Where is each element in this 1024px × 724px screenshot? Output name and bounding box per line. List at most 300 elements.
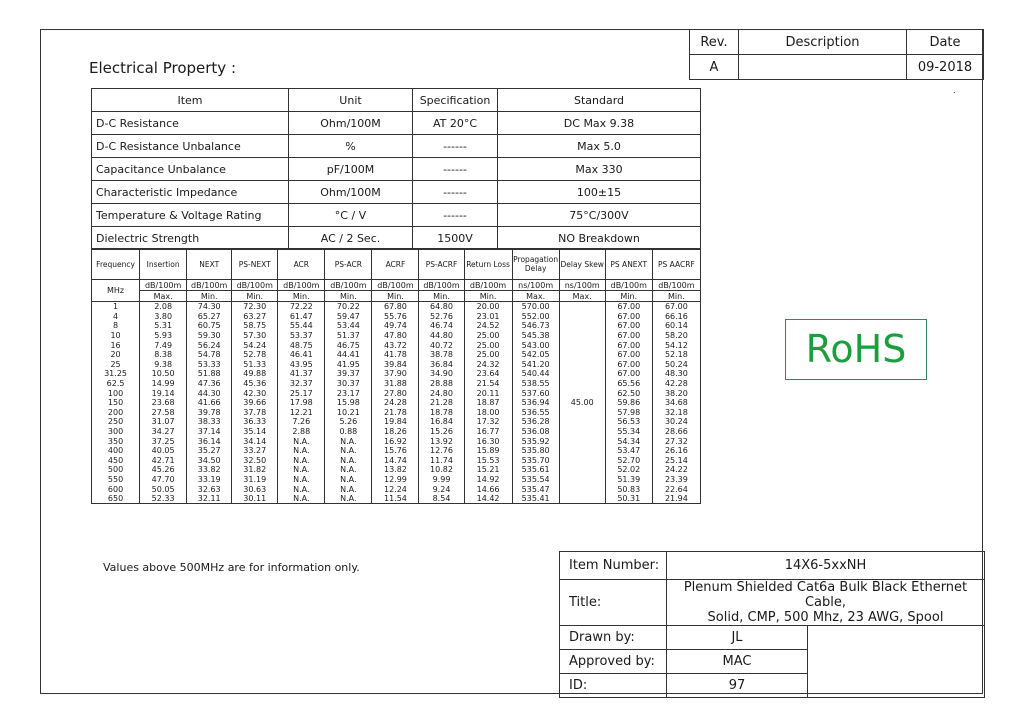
measurement-cell: 67.00 bbox=[605, 321, 652, 331]
rohs-logo: RoHS bbox=[785, 319, 927, 380]
measurement-cell: 7.26 bbox=[278, 417, 325, 427]
measurement-cell: 10 bbox=[92, 331, 140, 341]
property-value-cell: Ohm/100M bbox=[289, 181, 413, 204]
measurement-cell: 47.80 bbox=[372, 331, 419, 341]
measurement-cell: 51.39 bbox=[605, 475, 652, 485]
measurement-cell: 41.78 bbox=[372, 350, 419, 360]
measurement-cell: 27.80 bbox=[372, 388, 419, 398]
property-value-cell: 1500V bbox=[413, 227, 498, 250]
measurement-cell: N.A. bbox=[325, 475, 372, 485]
measurement-cell: 59.30 bbox=[187, 331, 232, 341]
measurement-cell: 67.00 bbox=[605, 360, 652, 370]
description-value bbox=[739, 55, 907, 80]
measurement-cell: 542.05 bbox=[512, 350, 559, 360]
measurement-cell: 34.90 bbox=[419, 369, 464, 379]
measurement-cell: N.A. bbox=[278, 456, 325, 466]
property-value-cell: DC Max 9.38 bbox=[498, 112, 701, 135]
measurement-cell: 30.11 bbox=[232, 494, 278, 504]
measurement-cell: 25.00 bbox=[464, 340, 512, 350]
property-value-cell: AC / 2 Sec. bbox=[289, 227, 413, 250]
property-item-cell: Characteristic Impedance bbox=[92, 181, 289, 204]
measurement-cell: 33.82 bbox=[187, 465, 232, 475]
measurement-cell: 41.37 bbox=[278, 369, 325, 379]
measurement-cell: 31.82 bbox=[232, 465, 278, 475]
measurement-cell: 67.00 bbox=[605, 350, 652, 360]
measurement-unit-cell: dB/100m bbox=[372, 280, 419, 291]
measurement-cell: 59.47 bbox=[325, 312, 372, 322]
measurement-cell: N.A. bbox=[278, 436, 325, 446]
measurement-cell: 19.84 bbox=[372, 417, 419, 427]
measurement-cell: 650 bbox=[92, 494, 140, 504]
measurement-cell: 541.20 bbox=[512, 360, 559, 370]
measurement-cell: 250 bbox=[92, 417, 140, 427]
measurement-unit-cell: dB/100m bbox=[419, 280, 464, 291]
measurement-row bbox=[92, 465, 701, 475]
measurement-cell: 15.76 bbox=[372, 446, 419, 456]
property-row bbox=[92, 227, 701, 250]
approved-by-value: MAC bbox=[667, 650, 808, 674]
measurement-row bbox=[92, 417, 701, 427]
measurement-cell: 33.27 bbox=[232, 446, 278, 456]
measurement-cell: 58.20 bbox=[652, 331, 700, 341]
measurement-cell: 66.16 bbox=[652, 312, 700, 322]
measurement-cell: 22.64 bbox=[652, 484, 700, 494]
measurement-cell: 16.30 bbox=[464, 436, 512, 446]
measurement-cell: 25.00 bbox=[464, 331, 512, 341]
measurement-row bbox=[92, 456, 701, 466]
measurement-header-cell: Propagation Delay bbox=[512, 249, 559, 280]
measurement-cell: 300 bbox=[92, 427, 140, 437]
measurement-row bbox=[92, 446, 701, 456]
measurement-cell: 42.28 bbox=[652, 379, 700, 389]
measurement-cell: 67.00 bbox=[605, 312, 652, 322]
measurement-cell: 59.86 bbox=[605, 398, 652, 408]
measurement-row bbox=[92, 302, 701, 312]
measurement-cell: 72.30 bbox=[232, 302, 278, 312]
measurement-cell: 44.41 bbox=[325, 350, 372, 360]
measurement-cell: 53.47 bbox=[605, 446, 652, 456]
measurement-cell: N.A. bbox=[325, 456, 372, 466]
measurement-row bbox=[92, 340, 701, 350]
measurement-cell: 57.98 bbox=[605, 408, 652, 418]
property-header-cell: Item bbox=[92, 89, 289, 112]
property-header-cell: Specification bbox=[413, 89, 498, 112]
delay-skew-value: 45.00 bbox=[559, 302, 605, 504]
measurement-cell: 60.75 bbox=[187, 321, 232, 331]
measurement-cell: 537.60 bbox=[512, 388, 559, 398]
measurement-cell: 535.92 bbox=[512, 436, 559, 446]
description-label: Description bbox=[739, 30, 907, 55]
property-row bbox=[92, 135, 701, 158]
property-header-cell: Standard bbox=[498, 89, 701, 112]
measurement-cell: 540.44 bbox=[512, 369, 559, 379]
measurement-cell: 21.94 bbox=[652, 494, 700, 504]
measurement-cell: 31.25 bbox=[92, 369, 140, 379]
measurement-cell: 25.14 bbox=[652, 456, 700, 466]
measurement-cell: 50.05 bbox=[140, 484, 187, 494]
measurement-unit-row bbox=[92, 280, 701, 291]
measurement-limit-cell: Min. bbox=[464, 291, 512, 302]
measurement-row bbox=[92, 427, 701, 437]
measurement-cell: 56.24 bbox=[187, 340, 232, 350]
measurement-header-cell: ACR bbox=[278, 249, 325, 280]
property-value-cell: AT 20°C bbox=[413, 112, 498, 135]
measurement-cell: 38.78 bbox=[419, 350, 464, 360]
measurement-unit-cell: dB/100m bbox=[325, 280, 372, 291]
measurement-cell: 20.00 bbox=[464, 302, 512, 312]
frequency-note: Values above 500MHz are for information only. bbox=[103, 561, 360, 574]
measurement-cell: N.A. bbox=[278, 465, 325, 475]
measurement-cell: 15.89 bbox=[464, 446, 512, 456]
measurement-cell: 14.92 bbox=[464, 475, 512, 485]
drawn-by-label: Drawn by: bbox=[560, 626, 667, 650]
measurement-cell: 38.20 bbox=[652, 388, 700, 398]
measurement-cell: 536.08 bbox=[512, 427, 559, 437]
measurement-cell: 35.27 bbox=[187, 446, 232, 456]
measurement-cell: 18.00 bbox=[464, 408, 512, 418]
page-title: Electrical Property : bbox=[89, 59, 237, 77]
measurement-cell: 43.72 bbox=[372, 340, 419, 350]
measurement-cell: 37.14 bbox=[187, 427, 232, 437]
measurement-cell: 39.37 bbox=[325, 369, 372, 379]
measurement-row bbox=[92, 350, 701, 360]
measurement-cell: 538.55 bbox=[512, 379, 559, 389]
measurement-row bbox=[92, 408, 701, 418]
measurement-row bbox=[92, 321, 701, 331]
measurement-limit-cell: Min. bbox=[605, 291, 652, 302]
measurement-cell: 536.94 bbox=[512, 398, 559, 408]
measurement-cell: 52.18 bbox=[652, 350, 700, 360]
measurement-cell: 1 bbox=[92, 302, 140, 312]
measurement-cell: 56.53 bbox=[605, 417, 652, 427]
measurement-cell: 51.88 bbox=[187, 369, 232, 379]
measurement-cell: 46.75 bbox=[325, 340, 372, 350]
measurement-cell: 39.84 bbox=[372, 360, 419, 370]
measurement-cell: 100 bbox=[92, 388, 140, 398]
measurement-cell: 70.22 bbox=[325, 302, 372, 312]
measurement-cell: 20 bbox=[92, 350, 140, 360]
measurement-cell: 10.82 bbox=[419, 465, 464, 475]
measurement-unit-cell: dB/100m bbox=[464, 280, 512, 291]
measurement-cell: 450 bbox=[92, 456, 140, 466]
measurement-limit-row bbox=[92, 291, 701, 302]
measurement-cell: 11.74 bbox=[419, 456, 464, 466]
measurement-cell: N.A. bbox=[325, 494, 372, 504]
measurement-table bbox=[91, 248, 701, 504]
measurement-cell: 34.14 bbox=[232, 436, 278, 446]
property-value-cell: Max 330 bbox=[498, 158, 701, 181]
measurement-cell: 37.25 bbox=[140, 436, 187, 446]
measurement-row bbox=[92, 312, 701, 322]
measurement-cell: 67.00 bbox=[605, 331, 652, 341]
measurement-cell: 12.99 bbox=[372, 475, 419, 485]
measurement-cell: 52.78 bbox=[232, 350, 278, 360]
measurement-cell: 63.27 bbox=[232, 312, 278, 322]
measurement-cell: 32.50 bbox=[232, 456, 278, 466]
measurement-cell: 34.50 bbox=[187, 456, 232, 466]
measurement-cell: 27.58 bbox=[140, 408, 187, 418]
property-row bbox=[92, 158, 701, 181]
measurement-row bbox=[92, 436, 701, 446]
measurement-header-cell: Frequency bbox=[92, 249, 140, 280]
id-value: 97 bbox=[667, 674, 808, 698]
property-header-cell: Unit bbox=[289, 89, 413, 112]
property-item-cell: Dielectric Strength bbox=[92, 227, 289, 250]
revision-table bbox=[689, 29, 984, 80]
measurement-cell: 15.26 bbox=[419, 427, 464, 437]
measurement-cell: 28.88 bbox=[419, 379, 464, 389]
measurement-cell: 23.64 bbox=[464, 369, 512, 379]
property-item-cell: D-C Resistance bbox=[92, 112, 289, 135]
measurement-cell: 72.22 bbox=[278, 302, 325, 312]
measurement-cell: 54.12 bbox=[652, 340, 700, 350]
measurement-limit-cell: Min. bbox=[187, 291, 232, 302]
measurement-cell: 8 bbox=[92, 321, 140, 331]
measurement-cell: 10.50 bbox=[140, 369, 187, 379]
measurement-header-cell: Insertion bbox=[140, 249, 187, 280]
measurement-cell: 64.80 bbox=[419, 302, 464, 312]
measurement-cell: 546.73 bbox=[512, 321, 559, 331]
measurement-cell: 44.30 bbox=[187, 388, 232, 398]
measurement-cell: 3.80 bbox=[140, 312, 187, 322]
measurement-cell: 552.00 bbox=[512, 312, 559, 322]
measurement-cell: 46.74 bbox=[419, 321, 464, 331]
measurement-cell: 350 bbox=[92, 436, 140, 446]
id-label: ID: bbox=[560, 674, 667, 698]
measurement-cell: 14.99 bbox=[140, 379, 187, 389]
measurement-cell: 57.30 bbox=[232, 331, 278, 341]
measurement-row bbox=[92, 369, 701, 379]
measurement-header-cell: ACRF bbox=[372, 249, 419, 280]
measurement-cell: 535.80 bbox=[512, 446, 559, 456]
measurement-header-row bbox=[92, 249, 701, 280]
measurement-cell: 13.92 bbox=[419, 436, 464, 446]
measurement-cell: 11.54 bbox=[372, 494, 419, 504]
measurement-limit-cell: Min. bbox=[419, 291, 464, 302]
measurement-cell: 36.33 bbox=[232, 417, 278, 427]
measurement-cell: N.A. bbox=[325, 446, 372, 456]
measurement-cell: 535.47 bbox=[512, 484, 559, 494]
measurement-cell: 24.28 bbox=[372, 398, 419, 408]
title-line-1: Plenum Shielded Cat6a Bulk Black Ethernet Cable, bbox=[683, 580, 968, 610]
measurement-header-cell: NEXT bbox=[187, 249, 232, 280]
measurement-cell: 42.71 bbox=[140, 456, 187, 466]
measurement-cell: 36.14 bbox=[187, 436, 232, 446]
measurement-cell: 35.14 bbox=[232, 427, 278, 437]
property-value-cell: NO Breakdown bbox=[498, 227, 701, 250]
title-line-2: Solid, CMP, 500 Mhz, 23 AWG, Spool bbox=[707, 610, 944, 625]
measurement-cell: 15.98 bbox=[325, 398, 372, 408]
measurement-cell: 14.66 bbox=[464, 484, 512, 494]
measurement-cell: 535.54 bbox=[512, 475, 559, 485]
measurement-cell: 26.16 bbox=[652, 446, 700, 456]
measurement-cell: 61.47 bbox=[278, 312, 325, 322]
measurement-cell: 32.18 bbox=[652, 408, 700, 418]
measurement-cell: 42.30 bbox=[232, 388, 278, 398]
drawn-by-value: JL bbox=[667, 626, 808, 650]
measurement-cell: 50.24 bbox=[652, 360, 700, 370]
measurement-cell: 67.80 bbox=[372, 302, 419, 312]
measurement-cell: 48.30 bbox=[652, 369, 700, 379]
measurement-cell: 9.99 bbox=[419, 475, 464, 485]
measurement-cell: 31.07 bbox=[140, 417, 187, 427]
measurement-header-cell: PS ANEXT bbox=[605, 249, 652, 280]
measurement-cell: 24.32 bbox=[464, 360, 512, 370]
measurement-cell: 2.88 bbox=[278, 427, 325, 437]
measurement-cell: 19.14 bbox=[140, 388, 187, 398]
measurement-cell: 9.24 bbox=[419, 484, 464, 494]
measurement-cell: N.A. bbox=[278, 484, 325, 494]
measurement-cell: 45.26 bbox=[140, 465, 187, 475]
measurement-cell: 16.84 bbox=[419, 417, 464, 427]
rev-value: A bbox=[690, 55, 739, 80]
measurement-cell: 10.21 bbox=[325, 408, 372, 418]
measurement-limit-cell: Min. bbox=[232, 291, 278, 302]
measurement-row bbox=[92, 475, 701, 485]
measurement-limit-cell: Min. bbox=[372, 291, 419, 302]
item-number-value: 14X6-5xxNH bbox=[667, 552, 985, 580]
measurement-cell: 54.78 bbox=[187, 350, 232, 360]
measurement-cell: 20.11 bbox=[464, 388, 512, 398]
title-block bbox=[559, 551, 985, 698]
measurement-header-cell: Return Loss bbox=[464, 249, 512, 280]
measurement-header-cell: PS-NEXT bbox=[232, 249, 278, 280]
measurement-cell: 18.87 bbox=[464, 398, 512, 408]
date-value: 09-2018 bbox=[907, 55, 984, 80]
measurement-cell: 550 bbox=[92, 475, 140, 485]
measurement-cell: 41.95 bbox=[325, 360, 372, 370]
measurement-cell: 21.78 bbox=[372, 408, 419, 418]
measurement-cell: 21.54 bbox=[464, 379, 512, 389]
measurement-cell: 50.83 bbox=[605, 484, 652, 494]
measurement-cell: 32.63 bbox=[187, 484, 232, 494]
measurement-cell: 23.39 bbox=[652, 475, 700, 485]
measurement-cell: N.A. bbox=[325, 465, 372, 475]
measurement-cell: 49.74 bbox=[372, 321, 419, 331]
measurement-cell: 15.53 bbox=[464, 456, 512, 466]
measurement-cell: 40.05 bbox=[140, 446, 187, 456]
measurement-cell: 25.00 bbox=[464, 350, 512, 360]
measurement-cell: 52.70 bbox=[605, 456, 652, 466]
property-header-row bbox=[92, 89, 701, 112]
measurement-cell: 2.08 bbox=[140, 302, 187, 312]
measurement-cell: 65.56 bbox=[605, 379, 652, 389]
measurement-cell: 12.76 bbox=[419, 446, 464, 456]
measurement-cell: 543.00 bbox=[512, 340, 559, 350]
measurement-limit-cell: Min. bbox=[652, 291, 700, 302]
measurement-cell: 27.32 bbox=[652, 436, 700, 446]
measurement-limit-cell: Max. bbox=[559, 291, 605, 302]
measurement-cell: 4 bbox=[92, 312, 140, 322]
property-row bbox=[92, 181, 701, 204]
measurement-row bbox=[92, 388, 701, 398]
measurement-cell: 9.38 bbox=[140, 360, 187, 370]
measurement-unit-cell: ns/100m bbox=[559, 280, 605, 291]
measurement-cell: 58.75 bbox=[232, 321, 278, 331]
measurement-limit-cell: Max. bbox=[140, 291, 187, 302]
measurement-cell: 16.77 bbox=[464, 427, 512, 437]
measurement-cell: 51.33 bbox=[232, 360, 278, 370]
measurement-cell: 0.88 bbox=[325, 427, 372, 437]
measurement-cell: 32.37 bbox=[278, 379, 325, 389]
measurement-limit-cell: Min. bbox=[278, 291, 325, 302]
measurement-cell: 23.17 bbox=[325, 388, 372, 398]
measurement-limit-cell: Min. bbox=[325, 291, 372, 302]
measurement-cell: 28.66 bbox=[652, 427, 700, 437]
measurement-cell: 500 bbox=[92, 465, 140, 475]
measurement-cell: 54.34 bbox=[605, 436, 652, 446]
measurement-unit-cell: dB/100m bbox=[278, 280, 325, 291]
measurement-cell: 12.24 bbox=[372, 484, 419, 494]
measurement-cell: 400 bbox=[92, 446, 140, 456]
measurement-cell: 67.00 bbox=[605, 340, 652, 350]
measurement-unit-cell: dB/100m bbox=[605, 280, 652, 291]
measurement-row bbox=[92, 484, 701, 494]
measurement-cell: 53.37 bbox=[278, 331, 325, 341]
measurement-row bbox=[92, 379, 701, 389]
measurement-cell: 14.74 bbox=[372, 456, 419, 466]
property-value-cell: 75°C/300V bbox=[498, 204, 701, 227]
measurement-cell: 31.19 bbox=[232, 475, 278, 485]
measurement-cell: 67.00 bbox=[605, 369, 652, 379]
measurement-row bbox=[92, 360, 701, 370]
measurement-cell: 31.88 bbox=[372, 379, 419, 389]
measurement-cell: 7.49 bbox=[140, 340, 187, 350]
measurement-cell: 74.30 bbox=[187, 302, 232, 312]
measurement-cell: 25 bbox=[92, 360, 140, 370]
measurement-cell: 55.34 bbox=[605, 427, 652, 437]
measurement-header-cell: PS-ACR bbox=[325, 249, 372, 280]
measurement-cell: 52.76 bbox=[419, 312, 464, 322]
measurement-cell: 62.50 bbox=[605, 388, 652, 398]
measurement-cell: 30.63 bbox=[232, 484, 278, 494]
electrical-property-table bbox=[91, 88, 701, 250]
measurement-cell: 8.38 bbox=[140, 350, 187, 360]
property-value-cell: Max 5.0 bbox=[498, 135, 701, 158]
measurement-cell: 21.28 bbox=[419, 398, 464, 408]
measurement-cell: 34.68 bbox=[652, 398, 700, 408]
measurement-cell: N.A. bbox=[278, 494, 325, 504]
measurement-cell: 17.32 bbox=[464, 417, 512, 427]
measurement-cell: 62.5 bbox=[92, 379, 140, 389]
measurement-cell: 37.90 bbox=[372, 369, 419, 379]
property-row bbox=[92, 112, 701, 135]
property-value-cell: 100±15 bbox=[498, 181, 701, 204]
measurement-cell: N.A. bbox=[278, 446, 325, 456]
measurement-cell: 5.31 bbox=[140, 321, 187, 331]
measurement-row bbox=[92, 331, 701, 341]
measurement-unit-cell: ns/100m bbox=[512, 280, 559, 291]
measurement-cell: 39.78 bbox=[187, 408, 232, 418]
rev-label: Rev. bbox=[690, 30, 739, 55]
measurement-cell: N.A. bbox=[325, 484, 372, 494]
measurement-cell: 536.28 bbox=[512, 417, 559, 427]
measurement-header-cell: Delay Skew bbox=[559, 249, 605, 280]
measurement-cell: 14.42 bbox=[464, 494, 512, 504]
property-value-cell: Ohm/100M bbox=[289, 112, 413, 135]
measurement-cell: 24.80 bbox=[419, 388, 464, 398]
measurement-cell: 55.76 bbox=[372, 312, 419, 322]
title-label: Title: bbox=[560, 580, 667, 626]
measurement-header-cell: PS-ACRF bbox=[419, 249, 464, 280]
measurement-row bbox=[92, 494, 701, 504]
measurement-cell: 8.54 bbox=[419, 494, 464, 504]
measurement-cell: 60.14 bbox=[652, 321, 700, 331]
measurement-cell: 18.26 bbox=[372, 427, 419, 437]
measurement-cell: 24.52 bbox=[464, 321, 512, 331]
property-value-cell: ------ bbox=[413, 158, 498, 181]
measurement-cell: 545.38 bbox=[512, 331, 559, 341]
